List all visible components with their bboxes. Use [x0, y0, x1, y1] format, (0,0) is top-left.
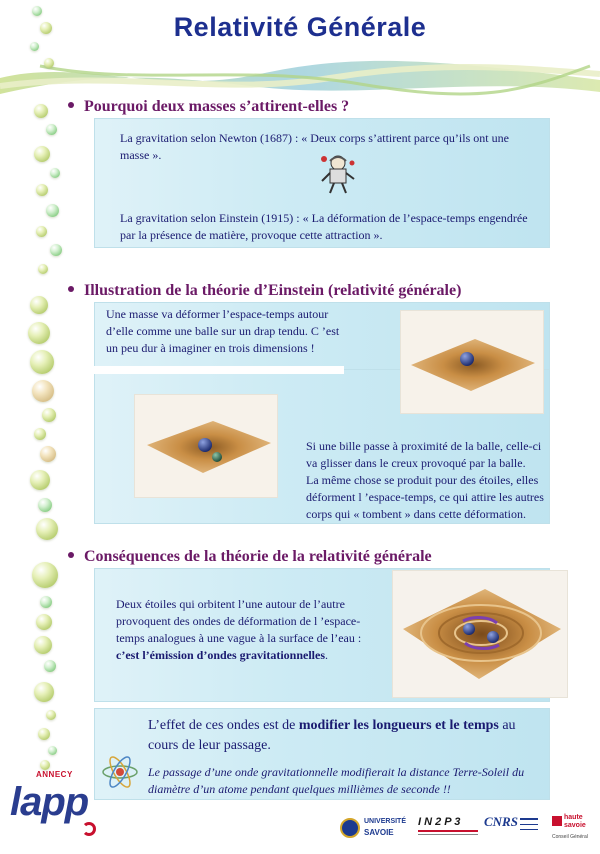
effects-text-post: au cours de leur passage.	[148, 718, 516, 753]
orbiting-stars-text	[116, 596, 374, 664]
newton-cartoon-image	[318, 153, 358, 195]
in2p3-logo-subline	[418, 834, 478, 835]
lapp-logo-text: lapp	[10, 780, 89, 824]
newton-text: La gravitation selon Newton (1687) : « Deux corps s’attirent parce qu’ils ont une masse ».	[120, 131, 509, 162]
lapp-logo	[10, 770, 120, 840]
mass-deformation-text: Une masse va déformer l’espace-temps autour d’elle comme une balle sur un drap tendu. C ’est un peu dur à imaginer en trois dimensions !	[106, 307, 340, 355]
cnrs-logo-line	[520, 829, 538, 830]
conseil-general-text: Conseil Général	[552, 834, 588, 840]
two-masses-image	[134, 394, 278, 498]
earth-sun-distance-text: Le passage d’une onde gravitationnelle modifierait la distance Terre-Soleil du diamètre d’un atome pendant quelques millièmes de seconde !!	[148, 765, 525, 796]
stars-text: La même chose se produit pour des étoiles, elles déforment l ’espace-temps, ce qui attire les autres corps qui « tombent » dans cette déformation.	[306, 473, 544, 521]
universite-savoie-logo	[340, 812, 410, 846]
haute-savoie-flag-icon	[552, 816, 562, 826]
haute-savoie-logo	[552, 812, 596, 846]
section-heading-consequences: Conséquences de la théorie de la relativité générale	[68, 548, 432, 566]
marble-text: Si une bille passe à proximité de la balle, celle-ci va glisser dans le creux provoqué par la balle.	[306, 439, 542, 470]
decorative-banner	[0, 56, 600, 100]
bullet-icon	[68, 552, 74, 558]
orbiting-stars-text-main: Deux étoiles qui orbitent l’une autour de l’autre provoquent des ondes de déformation de l ’espace-temps analogues à une vague à la surface de l’eau :	[116, 597, 362, 645]
lapp-logo-swoosh	[82, 822, 96, 836]
gravitational-wave-image	[392, 570, 568, 698]
einstein-text: La gravitation selon Einstein (1915) : « La déformation de l’espace-temps engendrée par la présence de matière, provoque cette attraction ».	[120, 211, 528, 242]
haute-savoie-logo-text: haute savoie	[564, 814, 586, 829]
cnrs-logo-text: CNRS	[484, 814, 518, 829]
bullet-icon	[68, 102, 74, 108]
in2p3-logo-text: I N 2 P 3	[418, 816, 461, 828]
single-mass-image	[400, 310, 544, 414]
gravitational-waves-emphasis: c’est l’émission d’ondes gravitationnelles	[116, 648, 325, 662]
section-heading-why-attract: Pourquoi deux masses s’attirent-elles ?	[68, 98, 349, 116]
section-heading-illustration: Illustration de la théorie d’Einstein (relativité générale)	[68, 282, 461, 300]
savoie-logo-bottom: SAVOIE	[364, 828, 394, 837]
page-title: Relativité Générale	[173, 12, 427, 42]
cnrs-logo-line	[520, 818, 538, 820]
effects-text-pre: L’effet de ces ondes est de	[148, 718, 299, 733]
orbiting-stars-text-end: .	[325, 648, 328, 662]
savoie-logo-top: UNIVERSITÉ	[364, 818, 407, 825]
cnrs-logo	[484, 812, 540, 846]
cnrs-logo-line	[520, 824, 538, 825]
effects-text	[148, 716, 548, 756]
savoie-seal-icon	[340, 818, 360, 838]
lapp-logo-annecy: ANNECY	[36, 770, 73, 779]
bullet-icon	[68, 286, 74, 292]
in2p3-logo-underline	[418, 830, 478, 832]
effects-text-emphasis: modifier les longueurs et le temps	[298, 718, 499, 733]
in2p3-logo	[418, 812, 480, 846]
panel-notch	[94, 366, 344, 374]
